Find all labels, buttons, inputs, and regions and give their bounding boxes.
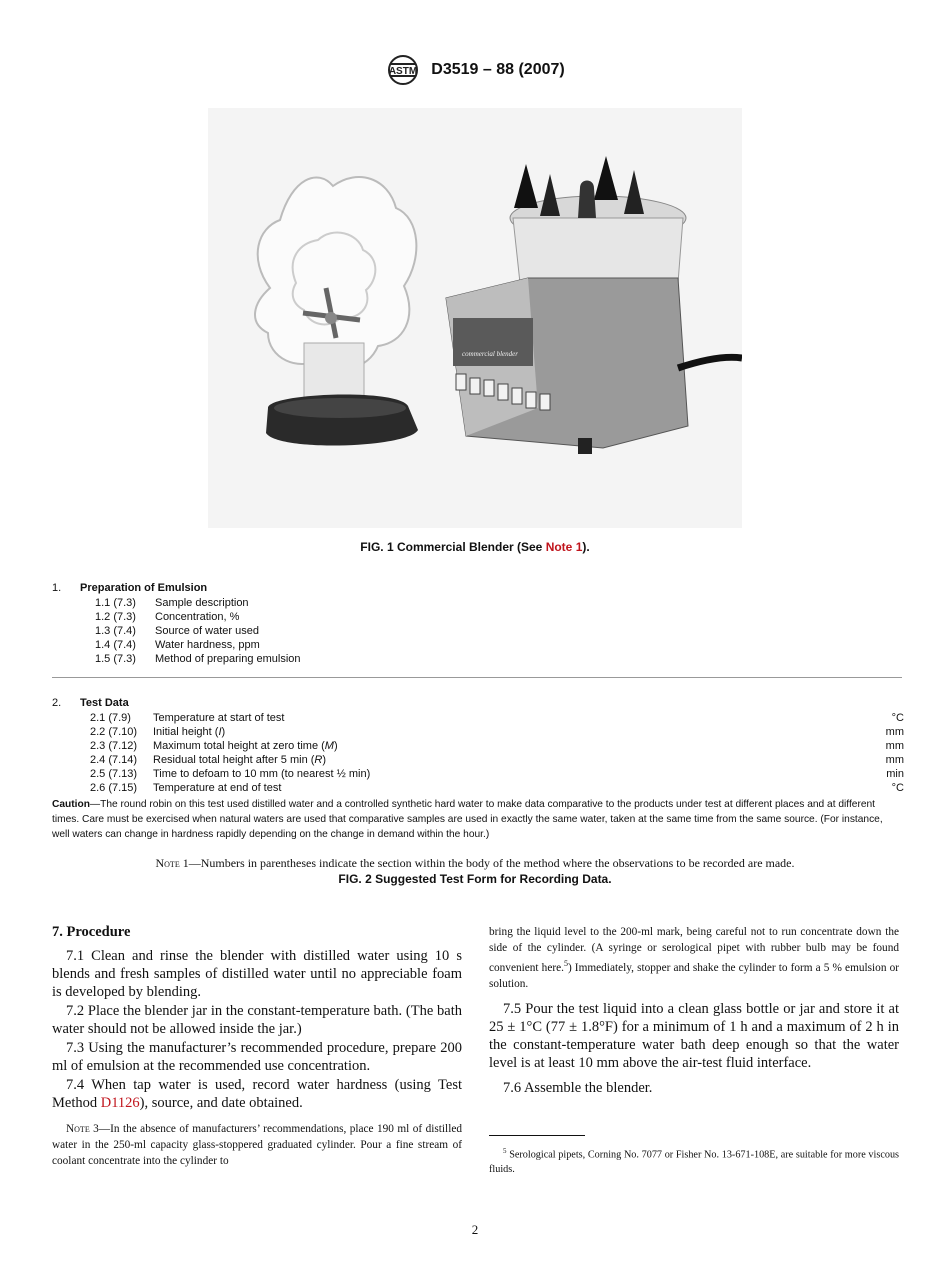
desc-variable: R bbox=[314, 754, 323, 766]
form-item bbox=[95, 652, 904, 666]
item-desc: Sample description bbox=[155, 597, 249, 609]
item-unit: mm bbox=[885, 726, 904, 738]
designation: D3519 – 88 (2007) bbox=[431, 61, 565, 78]
item-ref: 2.1 (7.9) bbox=[90, 712, 131, 724]
footnote-text: Serological pipets, Corning No. 7077 or Fisher No. 13-671-108E, are suitable for more viscous fluids. bbox=[489, 1149, 899, 1176]
caution-text bbox=[52, 797, 902, 842]
desc-text: Temperature at end of test bbox=[153, 782, 282, 794]
figure-2-caption: FIG. 2 Suggested Test Form for Recording Data. bbox=[338, 872, 612, 886]
note-text: 1—Numbers in parentheses indicate the section within the body of the method where the observations to be recorded are made. bbox=[179, 856, 795, 870]
divider bbox=[52, 677, 902, 678]
section-2-heading bbox=[52, 697, 129, 709]
desc-text-end: ) bbox=[322, 754, 327, 766]
footnote-ref[interactable]: 5 bbox=[563, 959, 568, 968]
desc-text-end: ) bbox=[333, 740, 338, 752]
caption-end: ). bbox=[582, 540, 590, 554]
form-item bbox=[95, 638, 904, 652]
left-column bbox=[52, 924, 462, 1169]
form-item bbox=[90, 781, 904, 795]
page-number: 2 bbox=[471, 1222, 479, 1237]
form-item bbox=[90, 753, 904, 767]
footnote-number: 5 bbox=[503, 1146, 507, 1155]
note-text: 3—In the absence of manufacturers’ recommendations, place 190 ml of distilled water in the 250-ml capacity glass-stoppered graduated cylinder. Pour a fine stream of coolant concentrate into the cylinder to bbox=[52, 1123, 462, 1167]
form-item bbox=[95, 596, 904, 610]
paragraph-7-1: 7.1 Clean and rinse the blender with distilled water using 10 s blends and fresh samples of distilled water until no appreciable foam is developed by blending. bbox=[52, 948, 462, 1000]
cont-text-end: ) Immediately, stopper and shake the cylinder to form a 5 % emulsion or solution. bbox=[489, 961, 899, 990]
desc-text: Initial height ( bbox=[153, 726, 219, 738]
form-item bbox=[95, 624, 904, 638]
item-ref: 1.1 (7.3) bbox=[95, 597, 136, 609]
item-desc bbox=[153, 739, 338, 753]
d1126-link[interactable]: D1126 bbox=[100, 1095, 140, 1111]
desc-variable: I bbox=[218, 726, 222, 738]
item-ref: 1.5 (7.3) bbox=[95, 653, 136, 665]
item-ref: 2.5 (7.13) bbox=[90, 768, 138, 780]
blender-photo bbox=[208, 108, 742, 528]
item-desc: Source of water used bbox=[155, 625, 259, 637]
section-title: Test Data bbox=[80, 697, 129, 709]
caption-text: FIG. 1 Commercial Blender (See bbox=[360, 540, 546, 554]
paragraph-7-6: 7.6 Assemble the blender. bbox=[503, 1079, 653, 1096]
note-3-continued bbox=[489, 924, 899, 992]
section-heading: 7. Procedure bbox=[52, 924, 131, 940]
note-label: Note bbox=[66, 1123, 90, 1135]
note-label: Note bbox=[155, 856, 180, 870]
note-1-link[interactable]: Note 1 bbox=[545, 540, 583, 554]
section-number: 1. bbox=[52, 582, 62, 594]
svg-text:ASTM: ASTM bbox=[389, 66, 418, 77]
caution-label: Caution bbox=[52, 799, 90, 810]
item-ref: 2.6 (7.15) bbox=[90, 782, 138, 794]
section-1-heading bbox=[52, 582, 207, 594]
item-desc bbox=[153, 767, 370, 781]
item-unit: mm bbox=[885, 740, 904, 752]
form-item bbox=[95, 610, 904, 624]
item-ref: 2.4 (7.14) bbox=[90, 754, 138, 766]
astm-logo-icon bbox=[385, 54, 421, 86]
desc-text-end: ) bbox=[221, 726, 226, 738]
item-desc: Concentration, % bbox=[155, 611, 240, 623]
item-desc bbox=[153, 753, 326, 767]
desc-text: Time to defoam to 10 mm (to nearest ½ min) bbox=[153, 768, 371, 780]
desc-text: Temperature at start of test bbox=[153, 712, 285, 724]
paragraph-7-5: 7.5 Pour the test liquid into a clean glass bottle or jar and store it at 25 ± 1°C (77 ± 1.8°F) for a minimum of 1 h and a maximum of 2 h in the constant-temperature water bath deep enough so that the water level is at least 10 mm above the air-test fluid interface. bbox=[489, 1000, 899, 1071]
p74-text: 7.4 When tap water is used, record water hardness (using Test Method bbox=[52, 1077, 462, 1111]
note-1 bbox=[0, 856, 950, 871]
page-header bbox=[0, 54, 950, 86]
item-desc bbox=[153, 781, 281, 795]
footnote-divider bbox=[489, 1135, 585, 1136]
form-item bbox=[90, 725, 904, 739]
item-desc: Water hardness, ppm bbox=[155, 639, 260, 651]
cont-text: bring the liquid level to the 200-ml mark, being careful not to run concentrate down the side of the cylinder. (A syringe or serological pipet with rubber bulb may be found convenient here. bbox=[489, 926, 899, 974]
item-desc bbox=[153, 725, 225, 739]
item-ref: 2.3 (7.12) bbox=[90, 740, 138, 752]
item-ref: 1.2 (7.3) bbox=[95, 611, 136, 623]
item-ref: 1.4 (7.4) bbox=[95, 639, 136, 651]
item-unit: °C bbox=[891, 712, 904, 724]
footnote-5 bbox=[489, 1144, 899, 1177]
form-item bbox=[90, 739, 904, 753]
desc-text: Residual total height after 5 min ( bbox=[153, 754, 315, 766]
item-unit: °C bbox=[891, 782, 904, 794]
caution-body: —The round robin on this test used distilled water and a controlled synthetic hard water to make data comparative to the products under test at different places and at different times. Care must be exercised when natural waters are used that comparative samples are used in exactly the same water, taken at the same time from the same source. (For instance, well waters can change in hardness rapidly depending on the change in demand within the hour.) bbox=[52, 799, 883, 840]
desc-text: Maximum total height at zero time ( bbox=[153, 740, 325, 752]
item-unit: min bbox=[886, 768, 904, 780]
figure-1-caption bbox=[0, 540, 950, 554]
section-title: Preparation of Emulsion bbox=[80, 582, 208, 594]
item-desc bbox=[153, 711, 284, 725]
form-item bbox=[90, 711, 904, 725]
item-ref: 2.2 (7.10) bbox=[90, 726, 138, 738]
paragraph-7-2: 7.2 Place the blender jar in the constant-temperature bath. (The bath water should not be allowed inside the jar.) bbox=[52, 1003, 462, 1037]
paragraph-7-3: 7.3 Using the manufacturer’s recommended procedure, prepare 200 ml of emulsion at the recommended use concentration. bbox=[52, 1040, 462, 1074]
item-unit: mm bbox=[885, 754, 904, 766]
desc-variable: M bbox=[324, 740, 334, 752]
item-ref: 1.3 (7.4) bbox=[95, 625, 136, 637]
paragraph-7-4 bbox=[52, 1076, 462, 1112]
right-column bbox=[489, 924, 899, 1177]
svg-text:commercial blender: commercial blender bbox=[462, 350, 518, 358]
section-number: 2. bbox=[52, 697, 62, 709]
note-3 bbox=[52, 1121, 462, 1169]
item-desc: Method of preparing emulsion bbox=[155, 653, 301, 665]
p74-text-end: ), source, and date obtained. bbox=[139, 1095, 303, 1111]
form-item bbox=[90, 767, 904, 781]
